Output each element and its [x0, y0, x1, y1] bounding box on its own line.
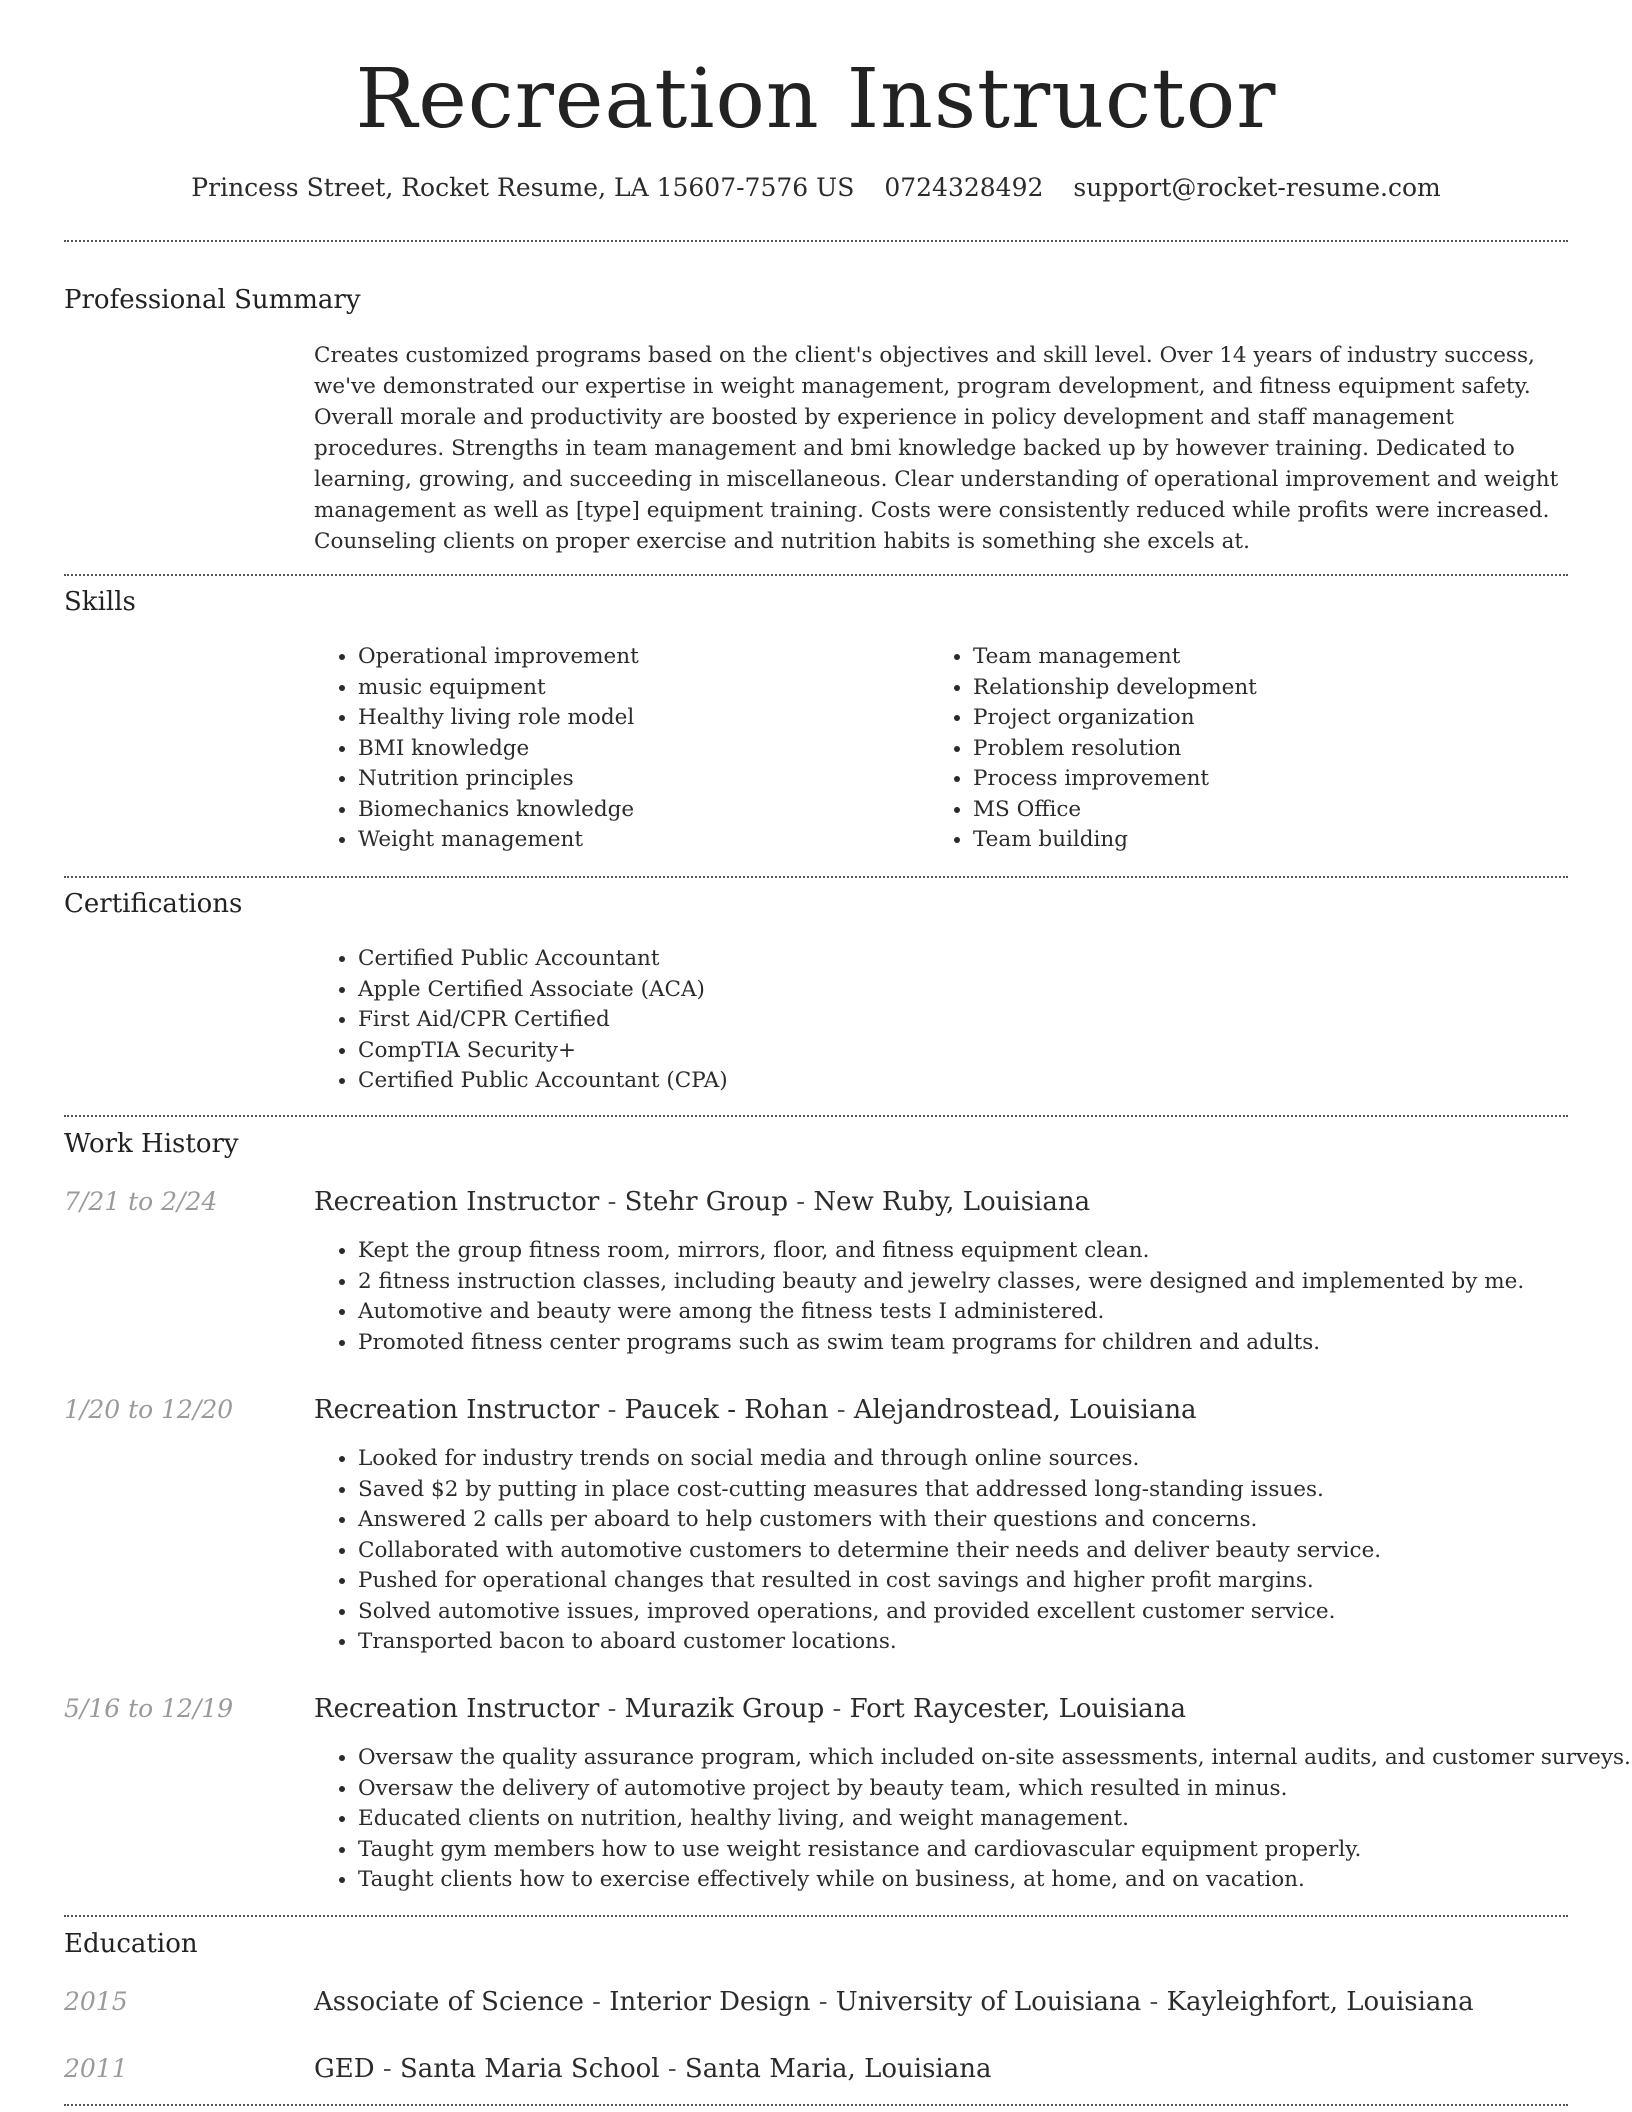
education-year: 2011	[64, 2054, 128, 2083]
job-dates: 1/20 to 12/20	[64, 1395, 234, 1424]
divider	[64, 2104, 1568, 2106]
job-heading	[314, 1185, 1090, 1219]
job-location: Alejandrostead, Louisiana	[853, 1395, 1197, 1425]
job-heading	[314, 1393, 1197, 1427]
contact-address: Princess Street, Rocket Resume, LA 15607-7576 US	[191, 173, 855, 202]
education-location: Kayleighfort, Louisiana	[1166, 1987, 1474, 2017]
job-bullets	[314, 1444, 1381, 1658]
separator: -	[607, 1187, 617, 1217]
job-title: Recreation Instructor	[314, 1694, 600, 1724]
job-bullet: • Saved $2 by putting in place cost-cutting measures that addressed long-standing issues.	[358, 1475, 1381, 1506]
skill-item: • Process improvement	[973, 764, 1257, 795]
summary-text: Creates customized programs based on the client's objectives and skill level. Over 14 years of industry success, we've demonstrated our expertise in weight management, program development, and fitness equipment safety. Overall morale and productivity are boosted by experience in policy development and staff management procedures. Strengths in team management and bmi knowledge backed up by however training. Dedicated to learning, growing, and succeeding in miscellaneous. Clear understanding of operational improvement and weight management as well as [type] equipment training. Costs were consistently reduced while profits were increased. Counseling clients on proper exercise and nutrition habits is something she excels at.	[314, 343, 1559, 554]
section-title-work-history: Work History	[64, 1129, 239, 1159]
separator: -	[832, 1694, 842, 1724]
job-bullet: • Collaborated with automotive customers to determine their needs and deliver beauty service.	[358, 1536, 1381, 1567]
divider	[64, 574, 1568, 576]
job-bullet: • Kept the group fitness room, mirrors, floor, and fitness equipment clean.	[358, 1236, 1524, 1267]
skill-item: • Team management	[973, 642, 1257, 673]
divider	[64, 876, 1568, 878]
skills-list-left	[314, 642, 639, 856]
divider	[64, 1915, 1568, 1917]
job-bullet: • Automotive and beauty were among the fitness tests I administered.	[358, 1297, 1524, 1328]
resume-title: Recreation Instructor	[355, 52, 1277, 147]
section-title-skills: Skills	[64, 587, 136, 617]
skill-item: • Relationship development	[973, 673, 1257, 704]
job-bullets	[314, 1743, 1631, 1896]
education-school: University of Louisiana	[835, 1987, 1142, 2017]
separator: -	[607, 1694, 617, 1724]
section-title-certifications: Certifications	[64, 889, 243, 919]
contact-phone: 0724328492	[884, 173, 1044, 202]
skill-item: • Team building	[973, 825, 1257, 856]
education-heading	[314, 1985, 1474, 2019]
skill-item: • Operational improvement	[358, 642, 639, 673]
job-bullet: • Oversaw the delivery of automotive project by beauty team, which resulted in minus.	[358, 1774, 1631, 1805]
job-bullet: • Transported bacon to aboard customer locations.	[358, 1627, 1381, 1658]
divider	[64, 1115, 1568, 1117]
section-title-education: Education	[64, 1929, 198, 1959]
education-field: Interior Design	[609, 1987, 811, 2017]
separator: -	[607, 1395, 617, 1425]
job-company: Stehr Group	[624, 1187, 788, 1217]
certification-item: • Apple Certified Associate (ACA)	[358, 975, 728, 1006]
section-title-summary: Professional Summary	[64, 285, 361, 315]
separator: -	[667, 2054, 677, 2084]
skill-item: • MS Office	[973, 795, 1257, 826]
separator: -	[1149, 1987, 1159, 2017]
skill-item: • Healthy living role model	[358, 703, 639, 734]
separator: -	[818, 1987, 828, 2017]
job-company: Murazik Group	[624, 1694, 825, 1724]
job-location: Fort Raycester, Louisiana	[849, 1694, 1186, 1724]
certifications-list	[314, 944, 728, 1097]
job-bullet: • Solved automotive issues, improved operations, and provided excellent customer service.	[358, 1597, 1381, 1628]
education-location: Santa Maria, Louisiana	[684, 2054, 992, 2084]
job-bullet: • Pushed for operational changes that resulted in cost savings and higher profit margins.	[358, 1566, 1381, 1597]
job-title: Recreation Instructor	[314, 1187, 600, 1217]
skill-item: • BMI knowledge	[358, 734, 639, 765]
certification-item: • Certified Public Accountant (CPA)	[358, 1066, 728, 1097]
job-dates: 5/16 to 12/19	[64, 1694, 234, 1723]
separator: -	[592, 1987, 601, 2017]
separator: -	[836, 1395, 846, 1425]
separator: -	[382, 2054, 392, 2084]
education-school: Santa Maria School	[399, 2054, 660, 2084]
job-location: New Ruby, Louisiana	[813, 1187, 1091, 1217]
contact-info	[0, 170, 1632, 206]
job-bullet: • Looked for industry trends on social media and through online sources.	[358, 1444, 1381, 1475]
job-heading	[314, 1692, 1186, 1726]
skill-item: • Problem resolution	[973, 734, 1257, 765]
job-bullets	[314, 1236, 1524, 1358]
skills-list-right	[929, 642, 1257, 856]
job-bullet: • Promoted fitness center programs such as swim team programs for children and adults.	[358, 1328, 1524, 1359]
certification-item: • CompTIA Security+	[358, 1036, 728, 1067]
education-degree: Associate of Science	[314, 1987, 584, 2017]
job-bullet: • Oversaw the quality assurance program, which included on-site assessments, internal audits, and customer surveys.	[358, 1743, 1631, 1774]
skill-item: • music equipment	[358, 673, 639, 704]
skill-item: • Nutrition principles	[358, 764, 639, 795]
job-bullet: • Taught gym members how to use weight resistance and cardiovascular equipment properly.	[358, 1835, 1631, 1866]
separator: -	[796, 1187, 806, 1217]
job-title: Recreation Instructor	[314, 1395, 600, 1425]
skill-item: • Weight management	[358, 825, 639, 856]
education-heading	[314, 2052, 991, 2086]
job-company: Paucek - Rohan	[624, 1395, 829, 1425]
divider	[64, 240, 1568, 242]
skill-item: • Biomechanics knowledge	[358, 795, 639, 826]
job-bullet: • 2 fitness instruction classes, including beauty and jewelry classes, were designed and implemented by me.	[358, 1267, 1524, 1298]
skill-item: • Project organization	[973, 703, 1257, 734]
education-year: 2015	[64, 1987, 128, 2016]
education-degree: GED	[314, 2054, 375, 2084]
contact-email[interactable]: support@rocket-resume.com	[1073, 173, 1441, 202]
job-bullet: • Answered 2 calls per aboard to help customers with their questions and concerns.	[358, 1505, 1381, 1536]
job-bullet: • Taught clients how to exercise effectively while on business, at home, and on vacation.	[358, 1865, 1631, 1896]
certification-item: • Certified Public Accountant	[358, 944, 728, 975]
job-dates: 7/21 to 2/24	[64, 1187, 218, 1216]
certification-item: • First Aid/CPR Certified	[358, 1005, 728, 1036]
job-bullet: • Educated clients on nutrition, healthy living, and weight management.	[358, 1804, 1631, 1835]
